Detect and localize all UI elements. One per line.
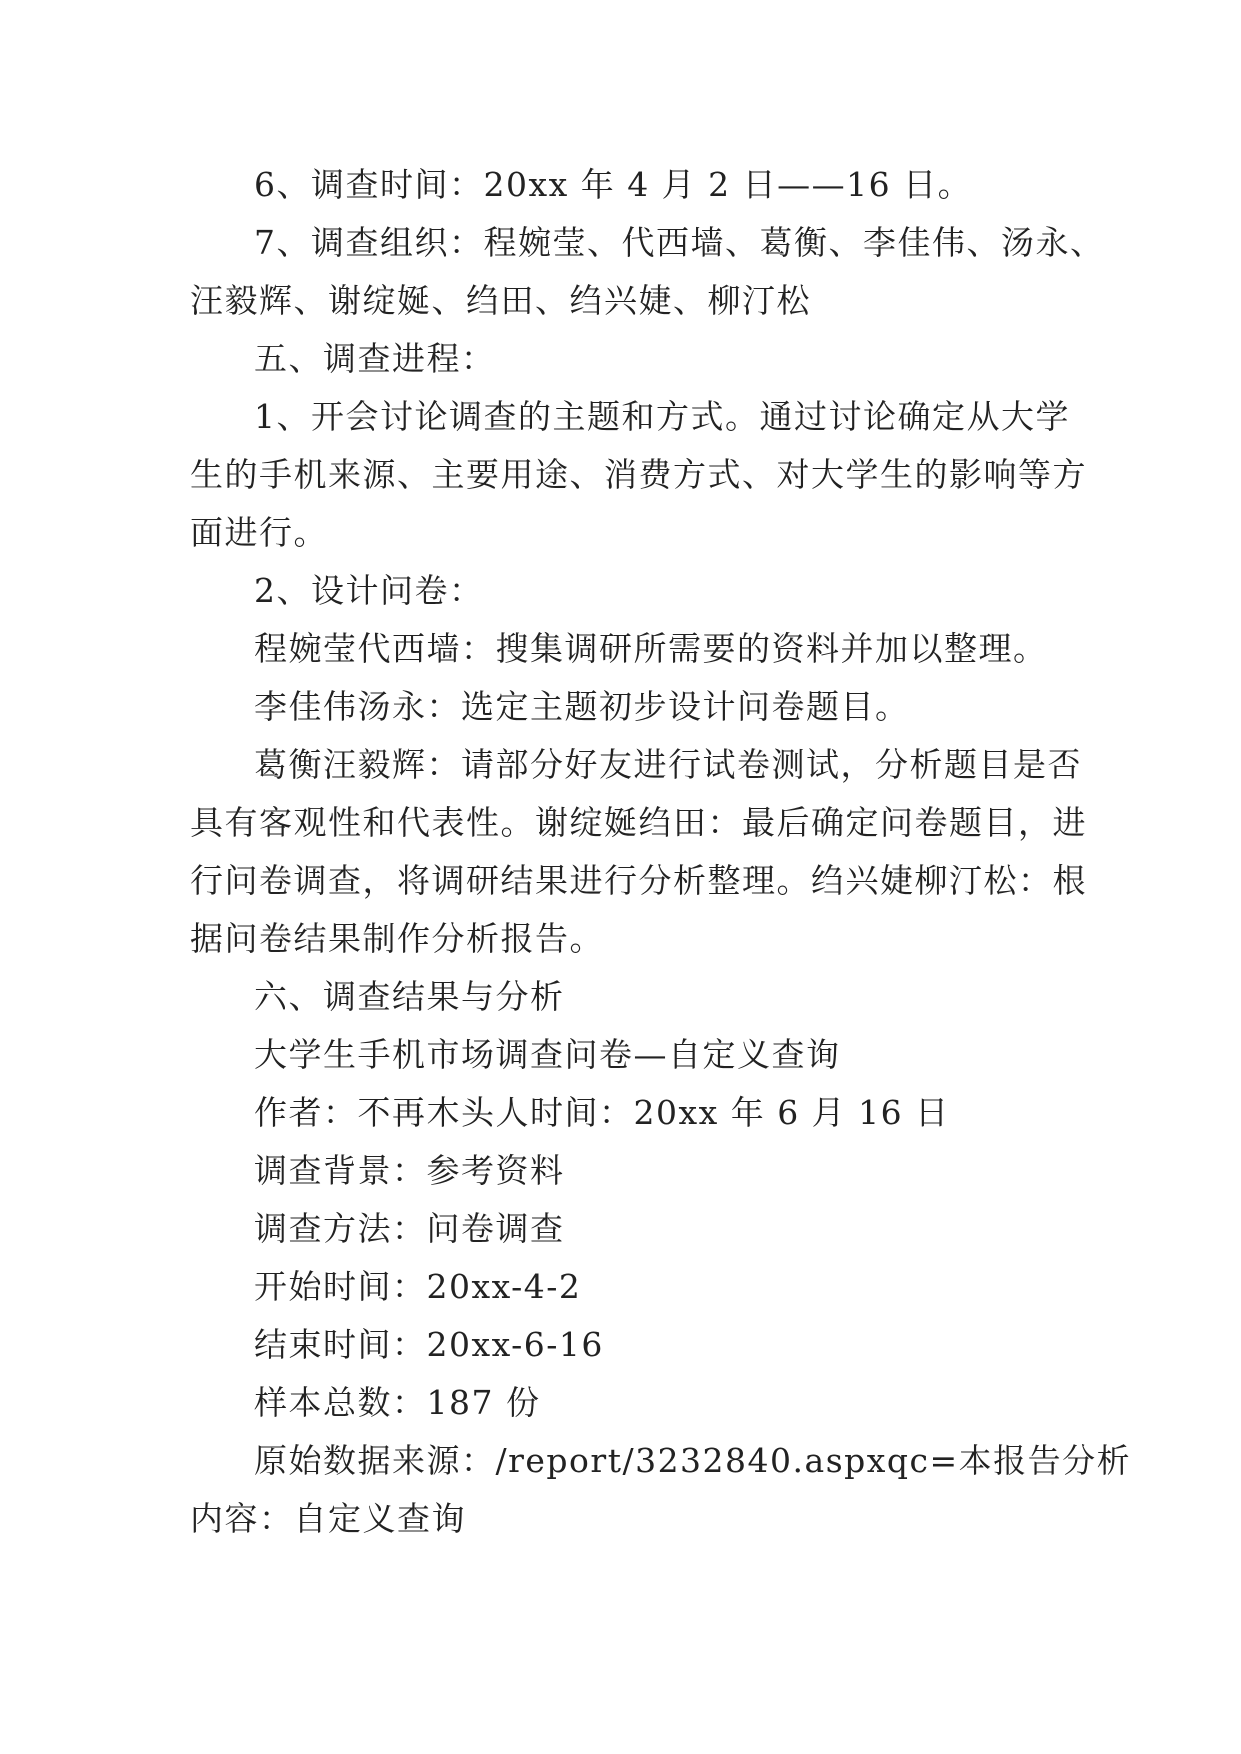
task-line-5: 行问卷调查，将调研结果进行分析整理。绉兴婕柳汀松：根 bbox=[190, 861, 1087, 900]
sample-total-line: 样本总数：187 份 bbox=[254, 1383, 541, 1422]
survey-organization-continued: 汪毅辉、谢绽娫、绉田、绉兴婕、柳汀松 bbox=[190, 281, 811, 320]
section-heading-process: 五、调查进程： bbox=[254, 339, 496, 378]
task-line-6: 据问卷结果制作分析报告。 bbox=[190, 919, 604, 958]
process-step-1-line-1: 1、开会讨论调查的主题和方式。通过讨论确定从大学 bbox=[254, 397, 1070, 436]
start-time-line: 开始时间：20xx-4-2 bbox=[254, 1267, 582, 1306]
survey-background-line: 调查背景：参考资料 bbox=[254, 1151, 565, 1190]
task-line-2: 李佳伟汤永：选定主题初步设计问卷题目。 bbox=[254, 687, 910, 726]
process-step-1-line-3: 面进行。 bbox=[190, 513, 328, 552]
end-time-line: 结束时间：20xx-6-16 bbox=[254, 1325, 604, 1364]
process-step-1-line-2: 生的手机来源、主要用途、消费方式、对大学生的影响等方 bbox=[190, 455, 1087, 494]
content-line: 内容：自定义查询 bbox=[190, 1499, 466, 1538]
task-line-1: 程婉莹代西墙：搜集调研所需要的资料并加以整理。 bbox=[254, 629, 1048, 668]
section-heading-results: 六、调查结果与分析 bbox=[254, 977, 565, 1016]
task-line-3: 葛衡汪毅辉：请部分好友进行试卷测试，分析题目是否 bbox=[254, 745, 1082, 784]
task-line-4: 具有客观性和代表性。谢绽娫绉田：最后确定问卷题目，进 bbox=[190, 803, 1087, 842]
survey-organization-line: 7、调查组织：程婉莹、代西墙、葛衡、李佳伟、汤永、 bbox=[254, 223, 1105, 262]
survey-time-line: 6、调查时间：20xx 年 4 月 2 日——16 日。 bbox=[254, 165, 973, 204]
author-line: 作者：不再木头人时间：20xx 年 6 月 16 日 bbox=[254, 1093, 950, 1132]
data-source-line: 原始数据来源：/report/3232840.aspxqc=本报告分析 bbox=[254, 1441, 1132, 1480]
questionnaire-title: 大学生手机市场调查问卷—自定义查询 bbox=[254, 1035, 841, 1074]
survey-method-line: 调查方法：问卷调查 bbox=[254, 1209, 565, 1248]
process-step-2-heading: 2、设计问卷： bbox=[254, 571, 484, 610]
